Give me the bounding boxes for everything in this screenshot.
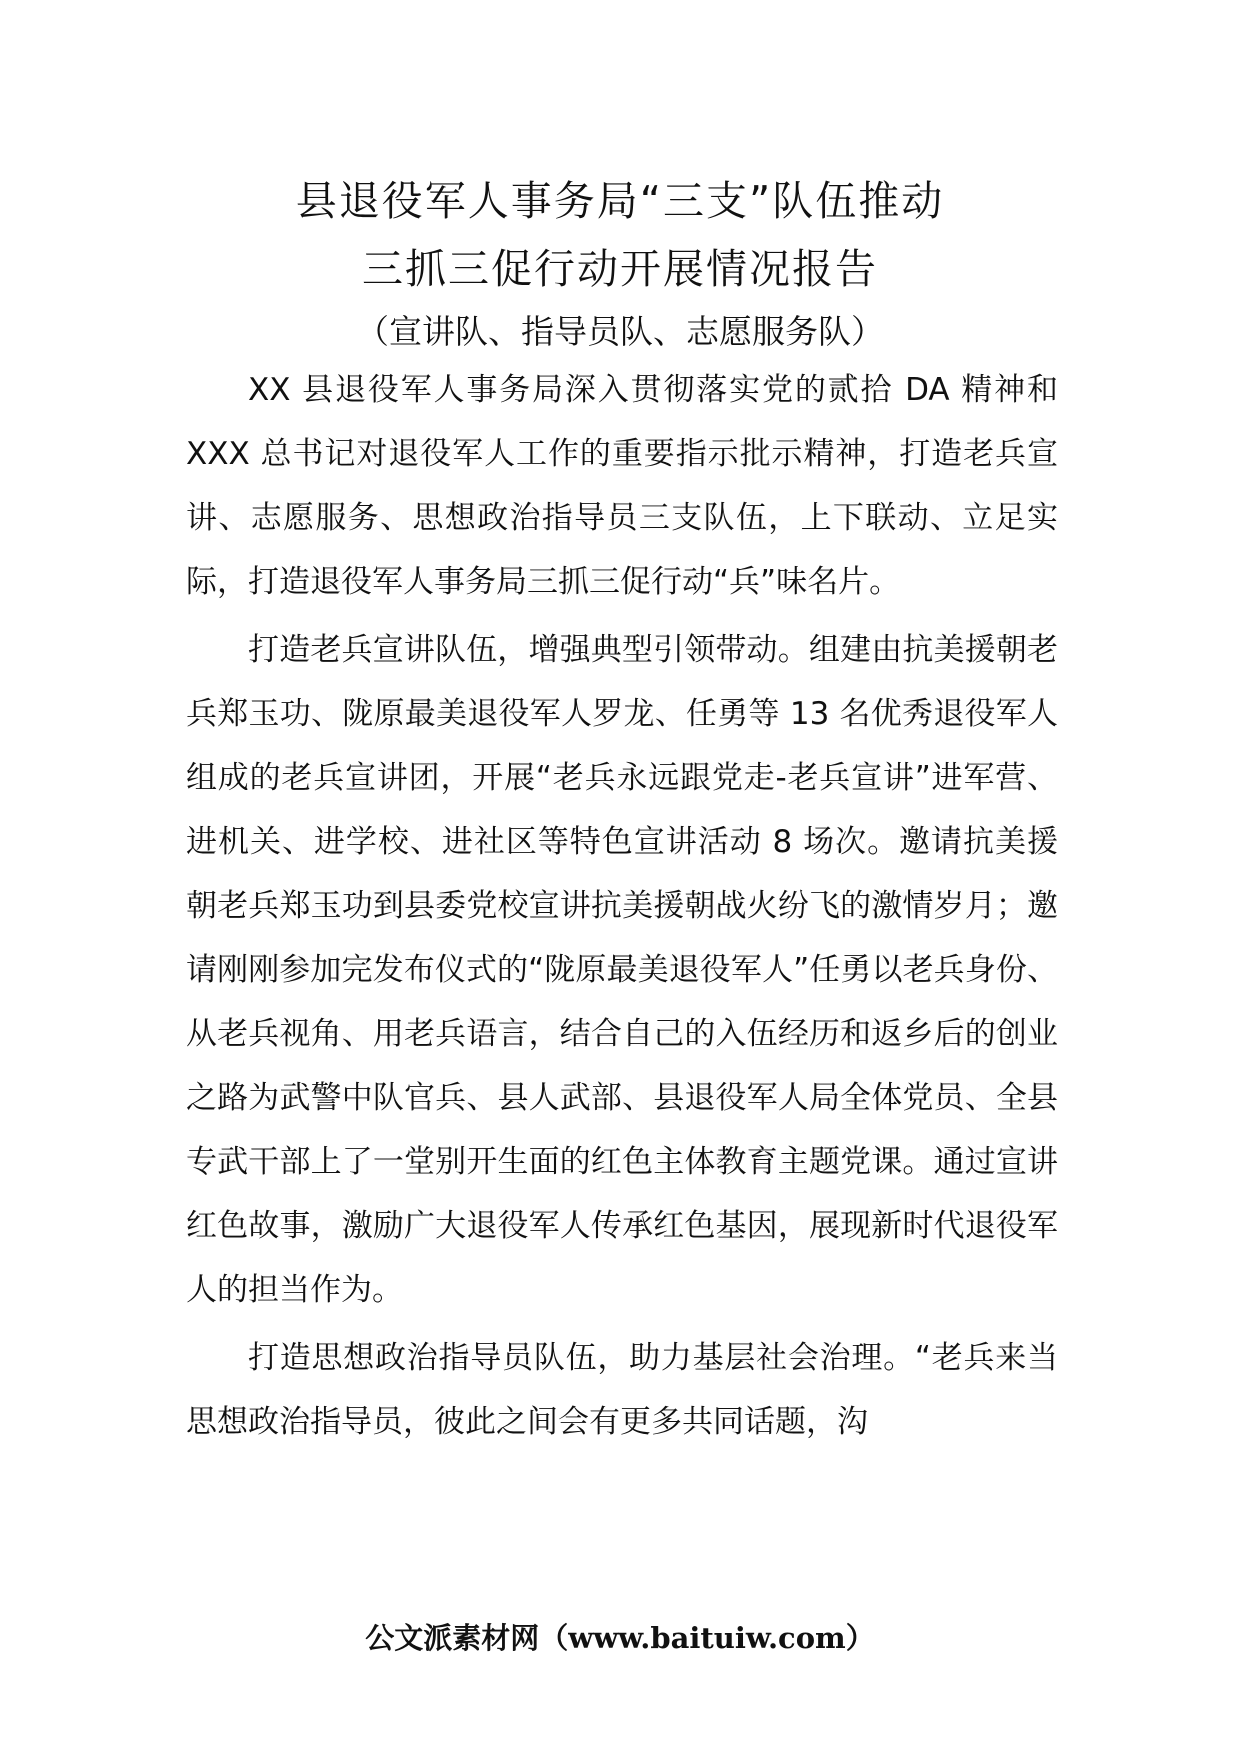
- footer-watermark: 公文派素材网（www.baituiw.com）: [365, 1621, 875, 1655]
- paragraph-intro: XX 县退役军人事务局深入贯彻落实党的贰拾 DA 精神和 XXX 总书记对退役军人工作的重要指示批示精神，打造老兵宣讲、志愿服务、思想政治指导员三支队伍，上下联动、立足实际，打造退役军人事务局三抓三促行动“兵”味名片。: [186, 372, 1058, 600]
- document-subtitle: （宣讲队、指导员队、志愿服务队）: [356, 312, 884, 351]
- paragraph-veteran-lecture-team: 打造老兵宣讲队伍，增强典型引领带动。组建由抗美援朝老兵郑玉功、陇原最美退役军人罗龙、任勇等 13 名优秀退役军人组成的老兵宣讲团，开展“老兵永远跟党走-老兵宣讲”进军营、进机关、进学校、进社区等特色宣讲活动 8 场次。邀请抗美援朝老兵郑玉功到县委党校宣讲抗美援朝战火纷飞的激情岁月；邀请刚刚参加完发布仪式的“陇原最美退役军人”任勇以老兵身份、从老兵视角、用老兵语言，结合自己的入伍经历和返乡后的创业之路为武警中队官兵、县人武部、县退役军人局全体党员、全县专武干部上了一堂别开生面的红色主体教育主题党课。通过宣讲红色故事，激励广大退役军人传承红色基因，展现新时代退役军人的担当作为。: [186, 632, 1058, 1308]
- document-body: [186, 358, 1058, 1454]
- document-title-line-1: 县退役军人事务局“三支”队伍推动: [295, 177, 945, 225]
- document-title-line-2: 三抓三促行动开展情况报告: [362, 245, 878, 293]
- paragraph-political-instructor-team: 打造思想政治指导员队伍，助力基层社会治理。“老兵来当思想政治指导员，彼此之间会有更多共同话题，沟: [186, 1340, 1058, 1440]
